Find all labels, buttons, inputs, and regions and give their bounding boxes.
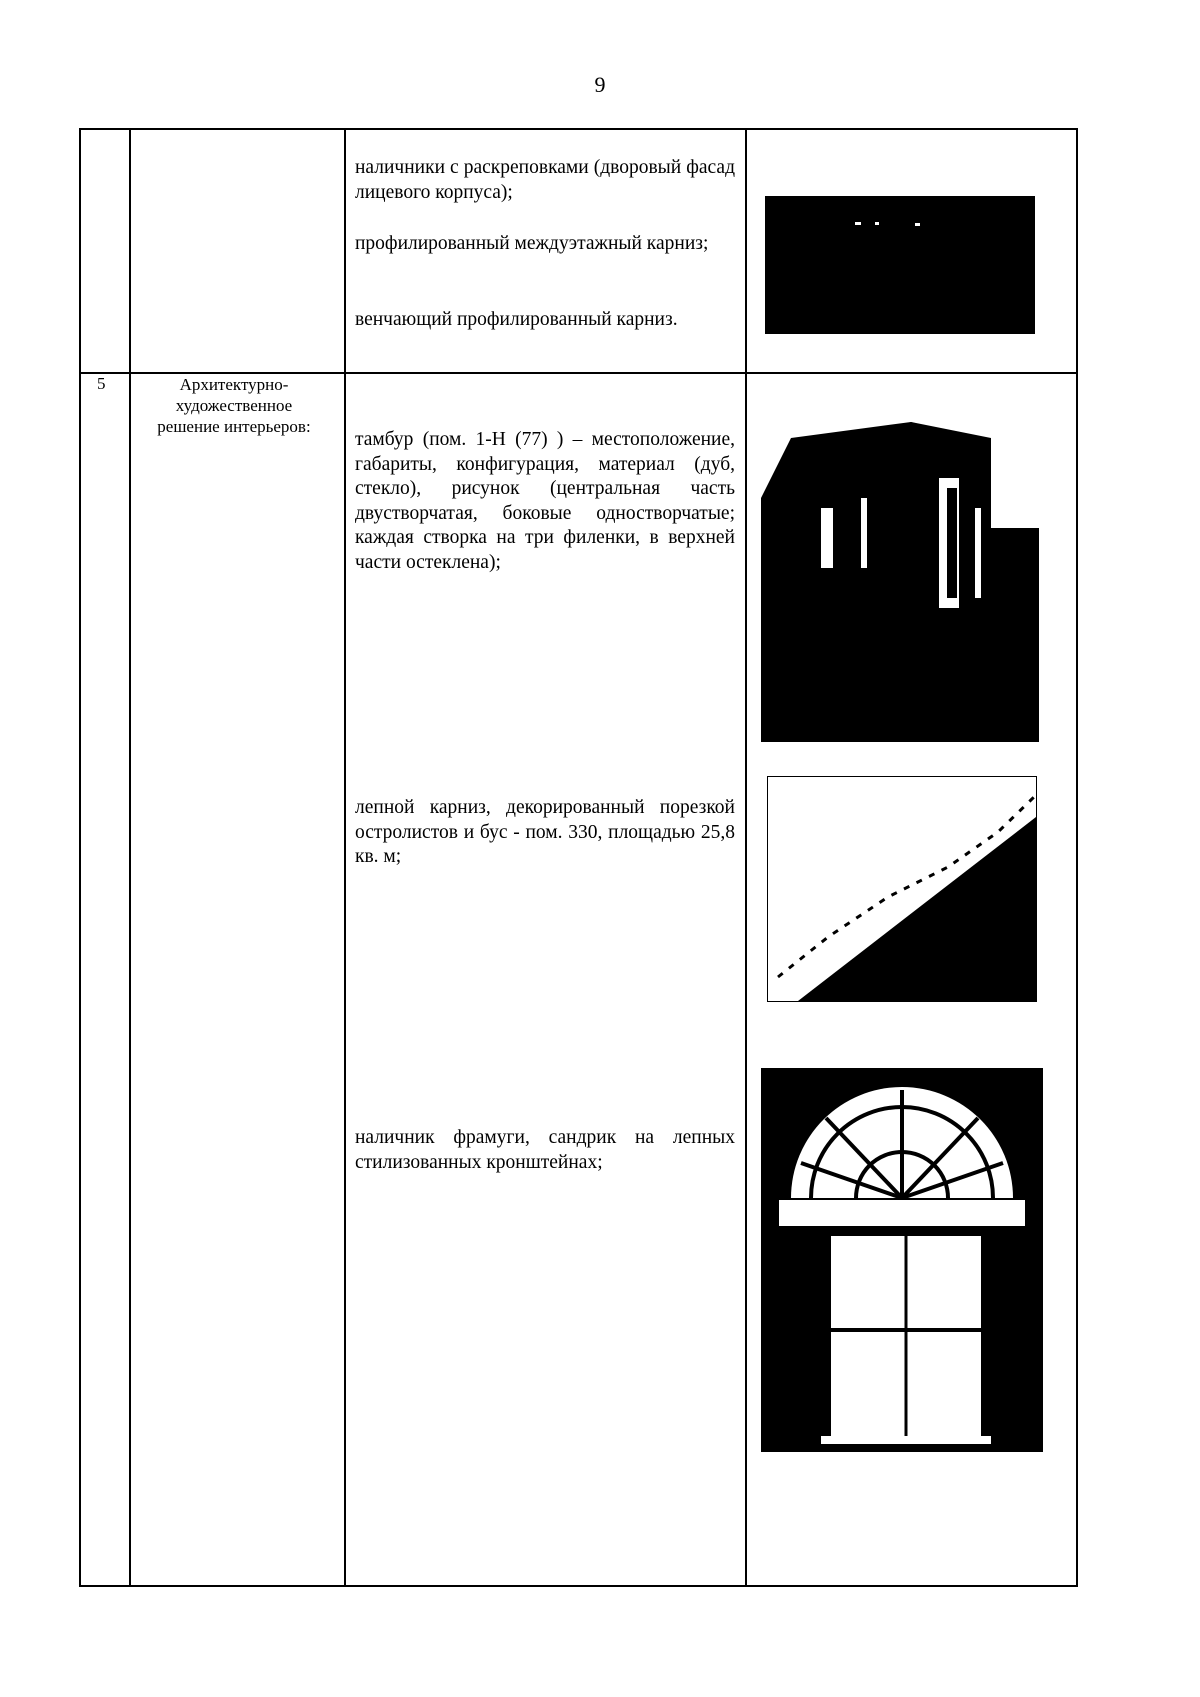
page-number: 9	[594, 72, 606, 97]
table-column-divider	[745, 128, 747, 1587]
table-border-top	[79, 128, 1078, 130]
feature-text: лепной карниз, декорированный порезкой остролистов и бус - пом. 330, площадью 25,8 кв. м;	[355, 797, 735, 867]
table-column-divider	[344, 128, 346, 1587]
vestibule-door-photo	[761, 378, 1039, 742]
arched-window-transom-photo	[761, 1068, 1043, 1452]
table-border-left	[79, 128, 81, 1587]
table-border-bottom	[79, 1585, 1078, 1587]
row-number: 5	[97, 374, 106, 393]
feature-text: венчающий профилированный карниз.	[355, 309, 678, 330]
table-column-divider	[129, 128, 131, 1587]
facade-cornice-photo	[765, 192, 1035, 334]
feature-text: наличник фрамуги, сандрик на лепных стилизованных кронштейнах;	[355, 1127, 735, 1173]
feature-text: профилированный междуэтажный карниз;	[355, 233, 709, 254]
feature-text: тамбур (пом. 1-Н (77) ) – местоположение, габариты, конфигурация, материал (дуб, стекло), рисунок (центральная часть двустворчатая, боковые одностворчатые; каждая створка на три филенки, в верхней части остеклена);	[355, 429, 735, 573]
stucco-cornice-photo	[767, 776, 1037, 1002]
section-title: Архитектурно-художественное решение интерьеров:	[157, 375, 311, 436]
heritage-features-table	[79, 128, 1078, 1587]
feature-text: наличники с раскреповками (дворовый фасад лицевого корпуса);	[355, 157, 735, 203]
table-border-right	[1076, 128, 1078, 1587]
